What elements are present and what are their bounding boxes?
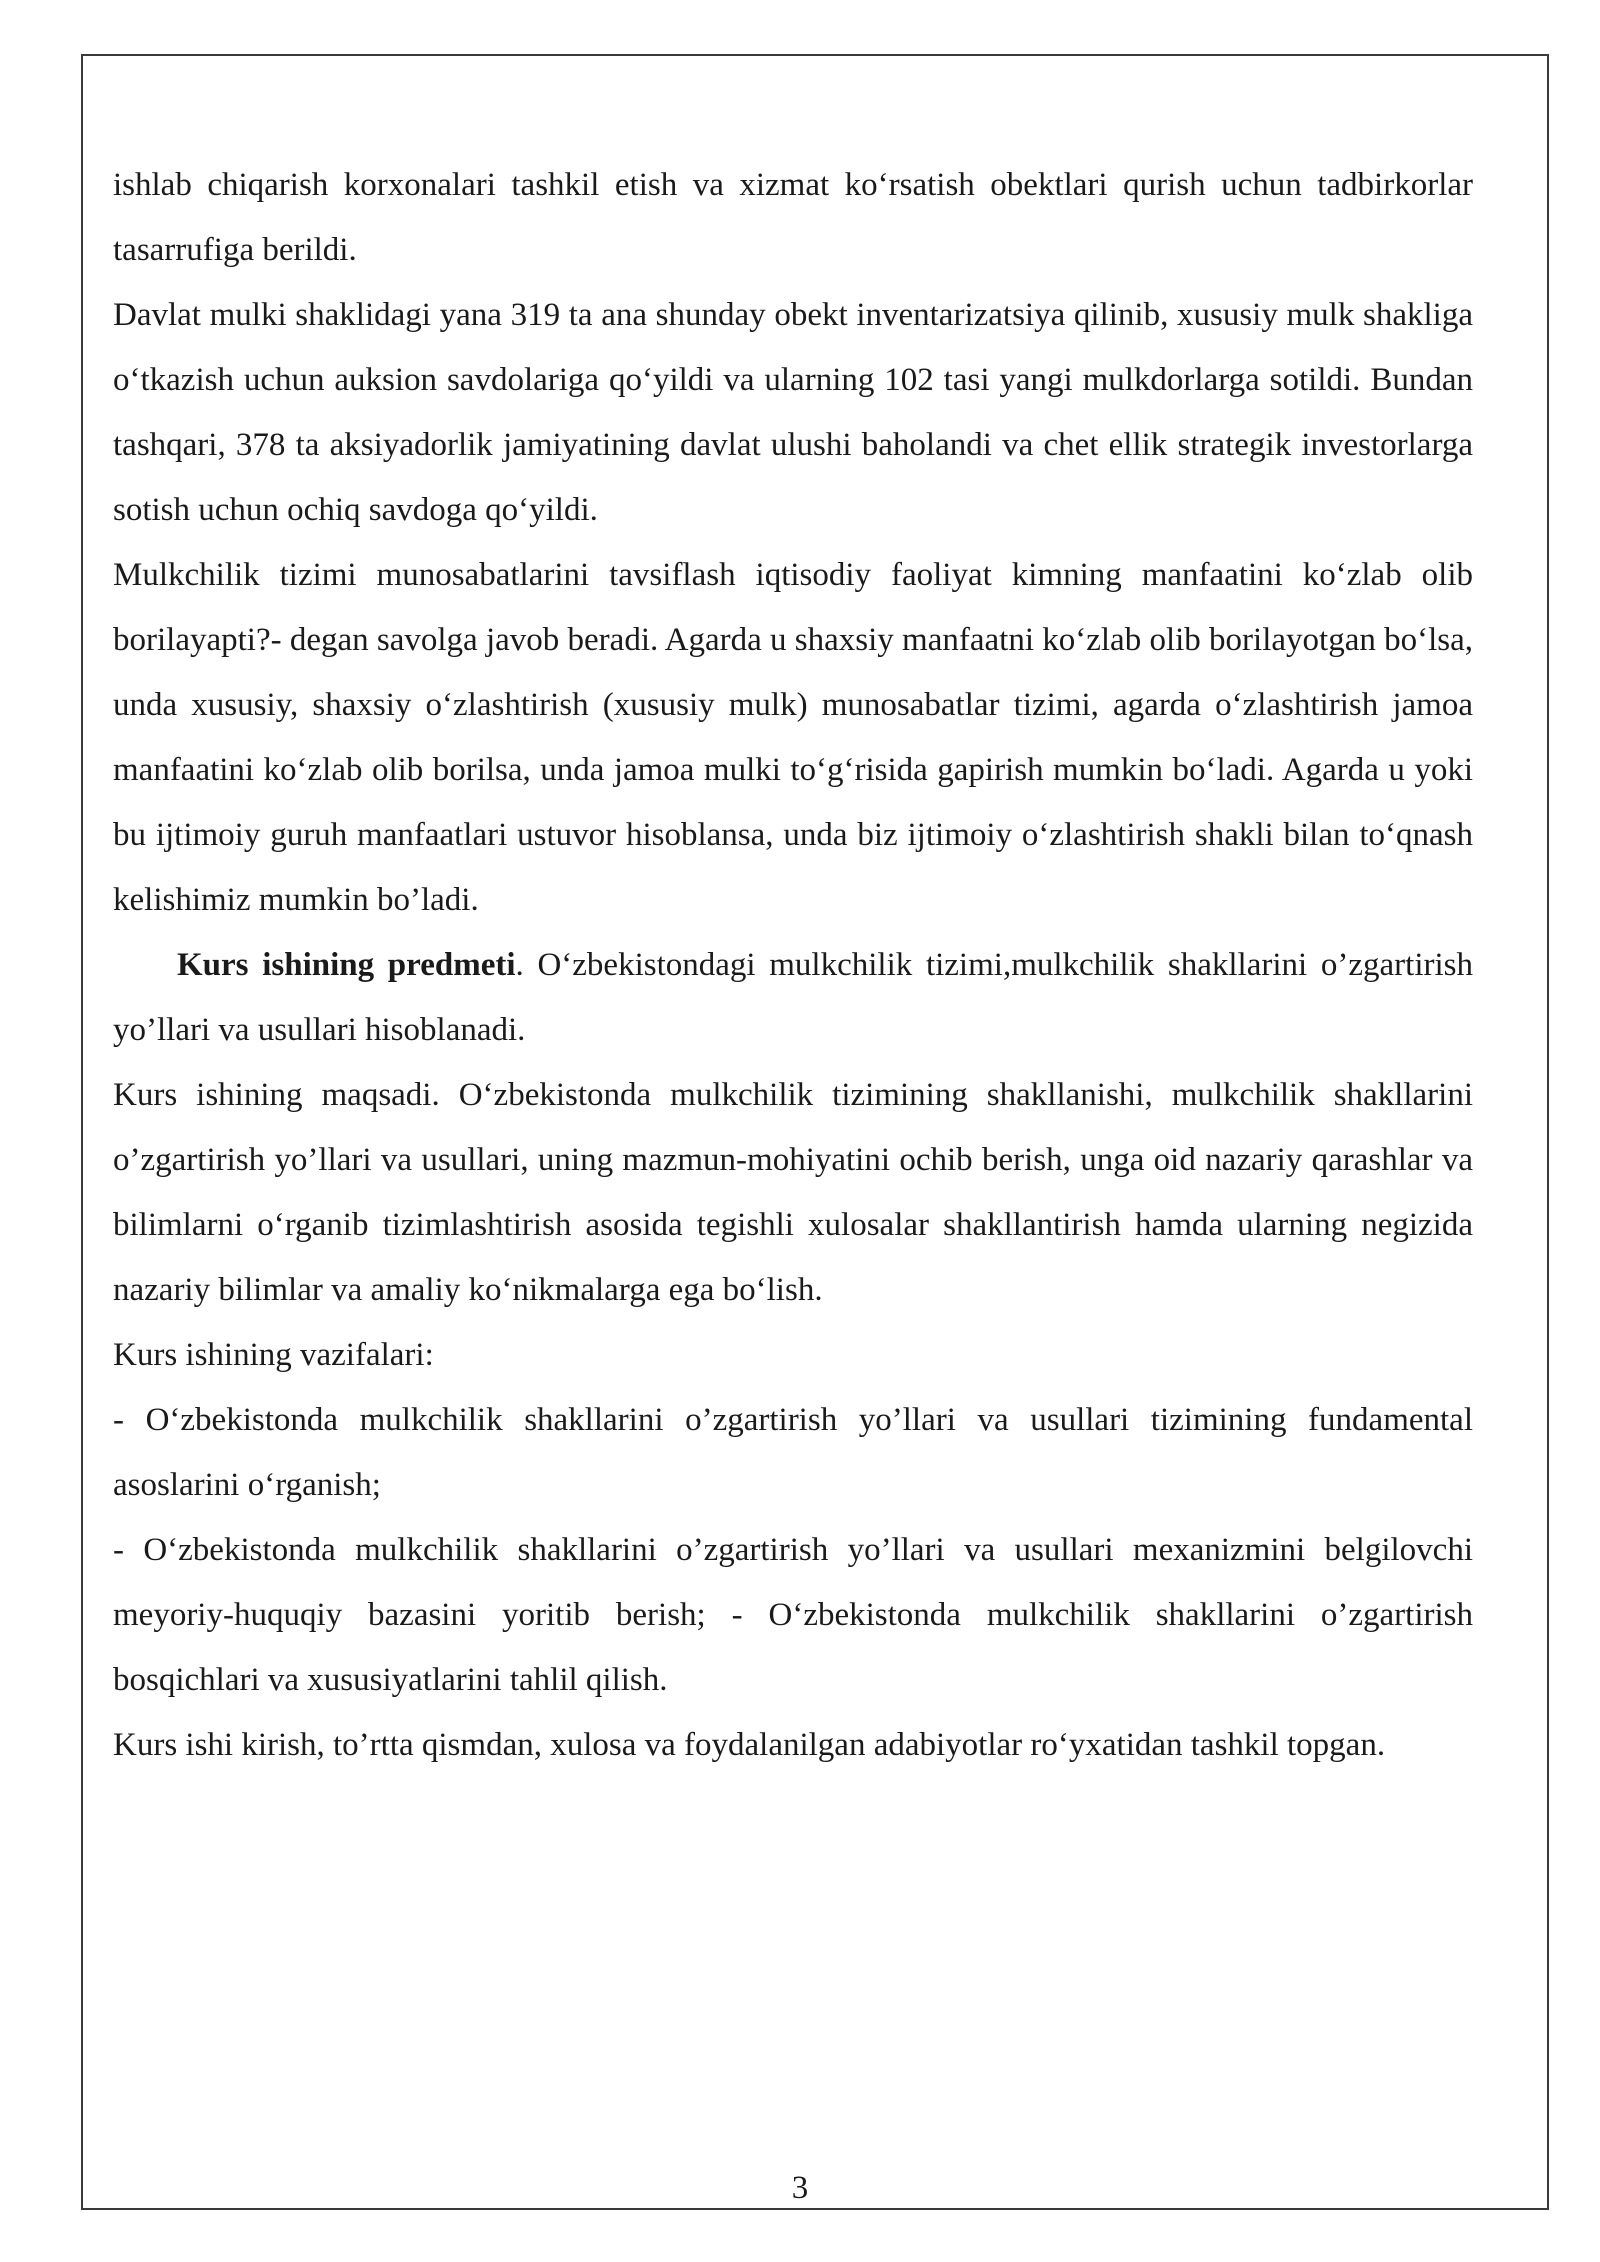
paragraph-1: ishlab chiqarish korxonalari tashkil etish va xizmat ko‘rsatish obektlari qurish uchun tadbirkorlar tasarrufiga berildi. (113, 167, 1473, 268)
paragraph-structure: Kurs ishi kirish, to’rtta qismdan, xulosa va foydalanilgan adabiyotlar ro‘yxatidan tashkil topgan. (113, 1727, 1386, 1763)
task-item-1: - O‘zbekistonda mulkchilik shakllarini o’zgartirish yo’llari va usullari tizimining fundamental asoslarini o‘rganish; (113, 1402, 1473, 1503)
paragraph-3: Mulkchilik tizimi munosabatlarini tavsiflash iqtisodiy faoliyat kimning manfaatini ko‘zlab olib borilayapti?- degan savolga javob beradi. Agarda u shaxsiy manfaatni ko‘zlab olib borilayotgan bo‘lsa, unda xususiy, shaxsiy o‘zlashtirish (xususiy mulk) munosabatlar tizimi, agarda o‘zlashtirish jamoa manfaatini ko‘zlab olib borilsa, unda jamoa mulki to‘g‘risida gapirish mumkin bo‘ladi. Agarda u yoki bu ijtimoiy guruh manfaatlari ustuvor hisoblansa, unda biz ijtimoiy o‘zlashtirish shakli bilan to‘qnash kelishimiz mumkin bo’ladi. (113, 557, 1473, 918)
page-number: 3 (791, 2170, 809, 2206)
paragraph-2: Davlat mulki shaklidagi yana 319 ta ana shunday obekt inventarizatsiya qilinib, xususiy mulk shakliga o‘tkazish uchun auksion savdolariga qo‘yildi va ularning 102 tasi yangi mulkdorlarga sotildi. Bundan tashqari, 378 ta aksiyadorlik jamiyatining davlat ulushi baholandi va chet ellik strategik investorlarga sotish uchun ochiq savdoga qo‘yildi. (113, 297, 1473, 528)
paragraph-tasks-heading: Kurs ishining vazifalari: (113, 1337, 434, 1373)
paragraph-goal: Kurs ishining maqsadi. O‘zbekistonda mulkchilik tizimining shakllanishi, mulkchilik shakllarini o’zgartirish yo’llari va usullari, uning mazmun-mohiyatini ochib berish, unga oid nazariy qarashlar va bilimlarni o‘rganib tizimlashtirish asosida tegishli xulosalar shakllantirish hamda ularning negizida nazariy bilimlar va amaliy ko‘nikmalarga ega bo‘lish. (113, 1077, 1473, 1308)
document-body (113, 153, 1473, 1778)
task-item-2: - O‘zbekistonda mulkchilik shakllarini o’zgartirish yo’llari va usullari mexanizmini belgilovchi meyoriy-huquqiy bazasini yoritib berish; - O‘zbekistonda mulkchilik shakllarini o’zgartirish bosqichlari va xususiyatlarini tahlil qilish. (113, 1532, 1473, 1698)
subject-heading: Kurs ishining predmeti (177, 947, 516, 983)
subject-text: . O‘zbekistondagi mulkchilik tizimi,mulkchilik shakllarini o’zgartirish yo’llari va usullari hisoblanadi. (113, 947, 1473, 1048)
paragraph-subject (113, 933, 1473, 1063)
